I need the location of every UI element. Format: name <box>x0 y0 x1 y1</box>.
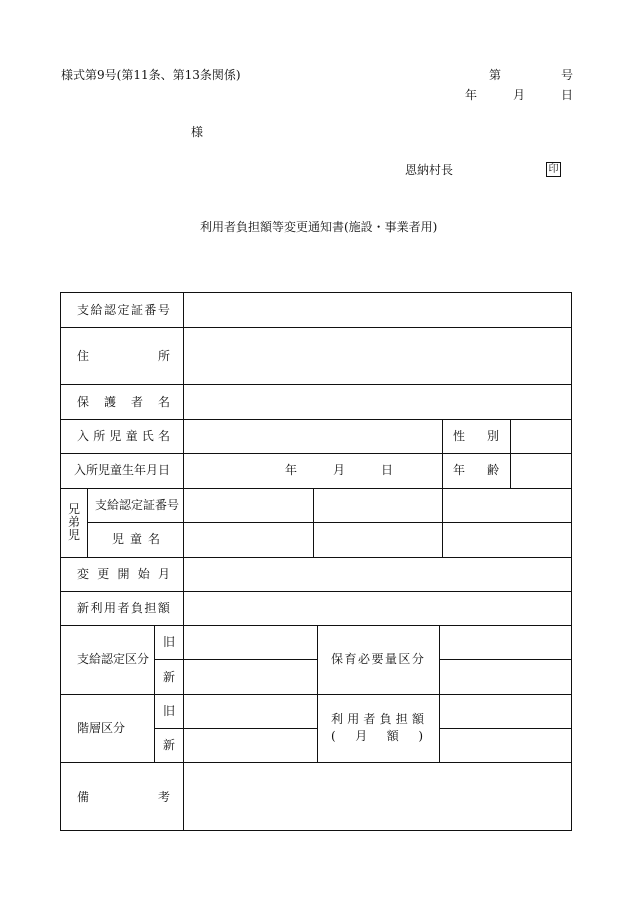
date-year: 年 <box>465 88 478 102</box>
category-new-field[interactable] <box>184 660 317 694</box>
birthdate-label: 入所児童生年月日 <box>74 463 171 477</box>
sibling-cert-number-label: 支給認定証番号 <box>95 498 180 512</box>
tier-old-label: 旧 <box>163 704 176 718</box>
document-number-suffix: 号 <box>561 68 574 82</box>
new-user-burden-field[interactable] <box>184 592 571 625</box>
age-field[interactable] <box>511 454 571 488</box>
sibling-name-field[interactable] <box>184 523 571 557</box>
monthly-amount-label: ( 月 額 ) <box>331 729 423 743</box>
user-burden-new-field[interactable] <box>440 729 571 762</box>
sibling-cert-number-field[interactable] <box>184 489 571 522</box>
tier-old-field[interactable] <box>184 695 317 728</box>
child-name-label: 入 所 児 童 氏 名 <box>77 429 170 443</box>
care-need-old-field[interactable] <box>440 626 571 659</box>
user-burden-monthly-label: 利 用 者 負 担 額 <box>331 712 424 726</box>
tier-new-label: 新 <box>163 738 176 752</box>
category-old-field[interactable] <box>184 626 317 659</box>
seal-mark: 印 <box>546 162 561 177</box>
remarks-field[interactable] <box>184 763 571 830</box>
date-month: 月 <box>513 88 526 102</box>
addressee-suffix: 様 <box>191 125 204 139</box>
change-start-month-label: 変 更 開 始 月 <box>77 567 170 581</box>
sibling-name-label: 児 童 名 <box>112 532 160 546</box>
new-user-burden-label: 新 利 用 者 負 担 額 <box>77 601 170 615</box>
age-label: 年 齢 <box>453 463 499 477</box>
remarks-label: 備 考 <box>77 790 170 804</box>
cert-number-label: 支 給 認 定 証 番 号 <box>77 303 170 317</box>
change-start-month-field[interactable] <box>184 558 571 591</box>
address-field[interactable] <box>184 328 571 384</box>
form-reference: 様式第9号(第11条、第13条関係) <box>61 68 241 82</box>
child-name-field[interactable] <box>184 420 442 453</box>
gender-label: 性 別 <box>453 429 499 443</box>
birthdate-year-unit: 年 <box>285 463 298 477</box>
care-need-category-label: 保 育 必 要 量 区 分 <box>331 652 424 666</box>
birthdate-day-unit: 日 <box>381 463 394 477</box>
care-need-new-field[interactable] <box>440 660 571 694</box>
certification-category-label: 支給認定区分 <box>77 652 150 666</box>
tier-new-field[interactable] <box>184 729 317 762</box>
address-label: 住 所 <box>77 349 170 363</box>
issuer-name: 恩納村長 <box>405 163 454 177</box>
notification-form-table <box>60 292 572 831</box>
guardian-name-field[interactable] <box>184 385 571 419</box>
document-title: 利用者負担額等変更通知書(施設・事業者用) <box>200 220 438 234</box>
gender-field[interactable] <box>511 420 571 453</box>
birthdate-month-unit: 月 <box>333 463 346 477</box>
cert-number-field[interactable] <box>184 293 571 327</box>
guardian-name-label: 保 護 者 名 <box>77 395 170 409</box>
date-day: 日 <box>561 88 574 102</box>
sibling-label: 兄弟児 <box>67 502 80 542</box>
user-burden-old-field[interactable] <box>440 695 571 728</box>
document-number-prefix: 第 <box>489 68 502 82</box>
tier-category-label: 階層区分 <box>77 721 126 735</box>
category-old-label: 旧 <box>163 635 176 649</box>
category-new-label: 新 <box>163 670 176 684</box>
